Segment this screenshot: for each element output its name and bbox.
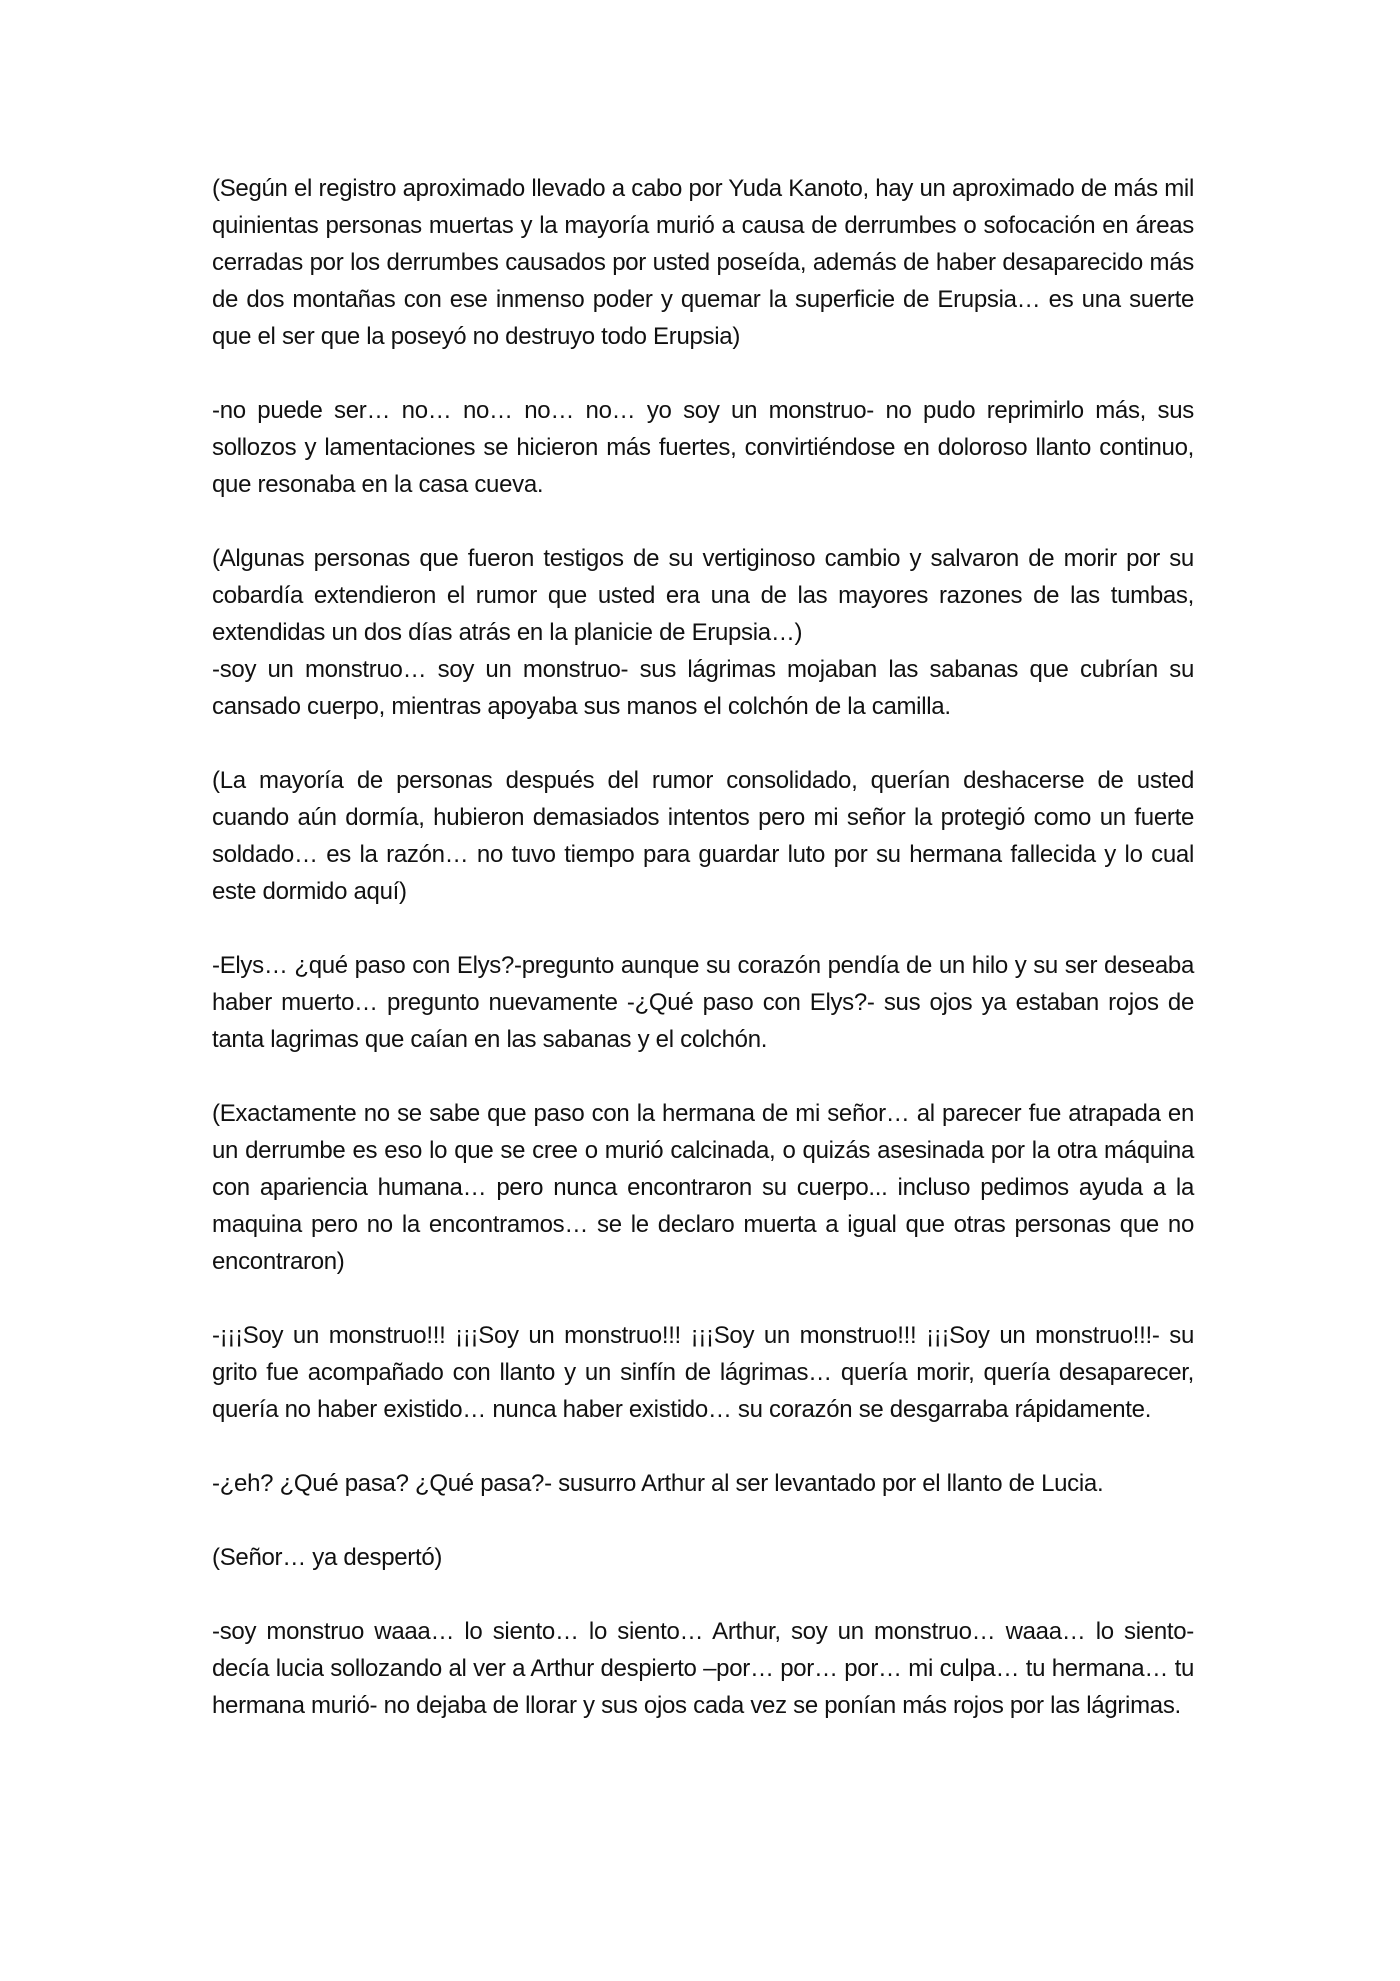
paragraph-lo-siento: -soy monstruo waaa… lo siento… lo siento… Arthur, soy un monstruo… waaa… lo siento- decía lucia sollozando al ver a Arthur despierto –por… por… por… mi culpa… tu hermana… tu hermana murió- no dejaba de llorar y sus ojos cada vez se ponían más rojos por las lágrimas. [212, 1618, 1194, 1719]
paragraph-elys: -Elys… ¿qué paso con Elys?-pregunto aunque su corazón pendía de un hilo y su ser deseaba haber muerto… pregunto nuevamente -¿Qué paso con Elys?- sus ojos ya estaban rojos de tanta lagrimas que caían en las sabanas y el colchón. [212, 952, 1194, 1053]
paragraph-grito: -¡¡¡Soy un monstruo!!! ¡¡¡Soy un monstruo!!! ¡¡¡Soy un monstruo!!! ¡¡¡Soy un monstruo!!!- su grito fue acompañado con llanto y un sinfín de lágrimas… quería morir, quería desaparecer, quería no haber existido… nunca haber existido… su corazón se desgarraba rápidamente. [212, 1322, 1194, 1423]
paragraph-registro: (Según el registro aproximado llevado a cabo por Yuda Kanoto, hay un aproximado de más mil quinientas personas muertas y la mayoría murió a causa de derrumbes o sofocación en áreas cerradas por los derrumbes causados por usted poseída, además de haber desaparecido más de dos montañas con ese inmenso poder y quemar la superficie de Erupsia… es una suerte que el ser que la poseyó no destruyo todo Erupsia) [212, 175, 1194, 350]
paragraph-la-mayoria: (La mayoría de personas después del rumor consolidado, querían deshacerse de usted cuando aún dormía, hubieron demasiados intentos pero mi señor la protegió como un fuerte soldado… es la razón… no tuvo tiempo para guardar luto por su hermana fallecida y lo cual este dormido aquí) [212, 767, 1194, 905]
paragraph-que-pasa: -¿eh? ¿Qué pasa? ¿Qué pasa?- susurro Arthur al ser levantado por el llanto de Lucia. [212, 1470, 1104, 1497]
paragraph-no-puede-ser: -no puede ser… no… no… no… no… yo soy un monstruo- no pudo reprimirlo más, sus sollozos y lamentaciones se hicieron más fuertes, convirtiéndose en doloroso llanto continuo, que resonaba en la casa cueva. [212, 397, 1194, 498]
paragraph-soy-un-monstruo: -soy un monstruo… soy un monstruo- sus lágrimas mojaban las sabanas que cubrían su cansado cuerpo, mientras apoyaba sus manos el colchón de la camilla. [212, 656, 1194, 720]
paragraph-exactamente: (Exactamente no se sabe que paso con la hermana de mi señor… al parecer fue atrapada en un derrumbe es eso lo que se cree o murió calcinada, o quizás asesinada por la otra máquina con apariencia humana… pero nunca encontraron su cuerpo... incluso pedimos ayuda a la maquina pero no la encontramos… se le declaro muerta a igual que otras personas que no encontraron) [212, 1100, 1194, 1275]
document-body [212, 170, 1194, 1761]
paragraph-algunas-personas: (Algunas personas que fueron testigos de su vertiginoso cambio y salvaron de morir por su cobardía extendieron el rumor que usted era una de las mayores razones de las tumbas, extendidas un dos días atrás en la planicie de Erupsia…) [212, 545, 1194, 646]
paragraph-senor-desperto: (Señor… ya despertó) [212, 1544, 443, 1571]
